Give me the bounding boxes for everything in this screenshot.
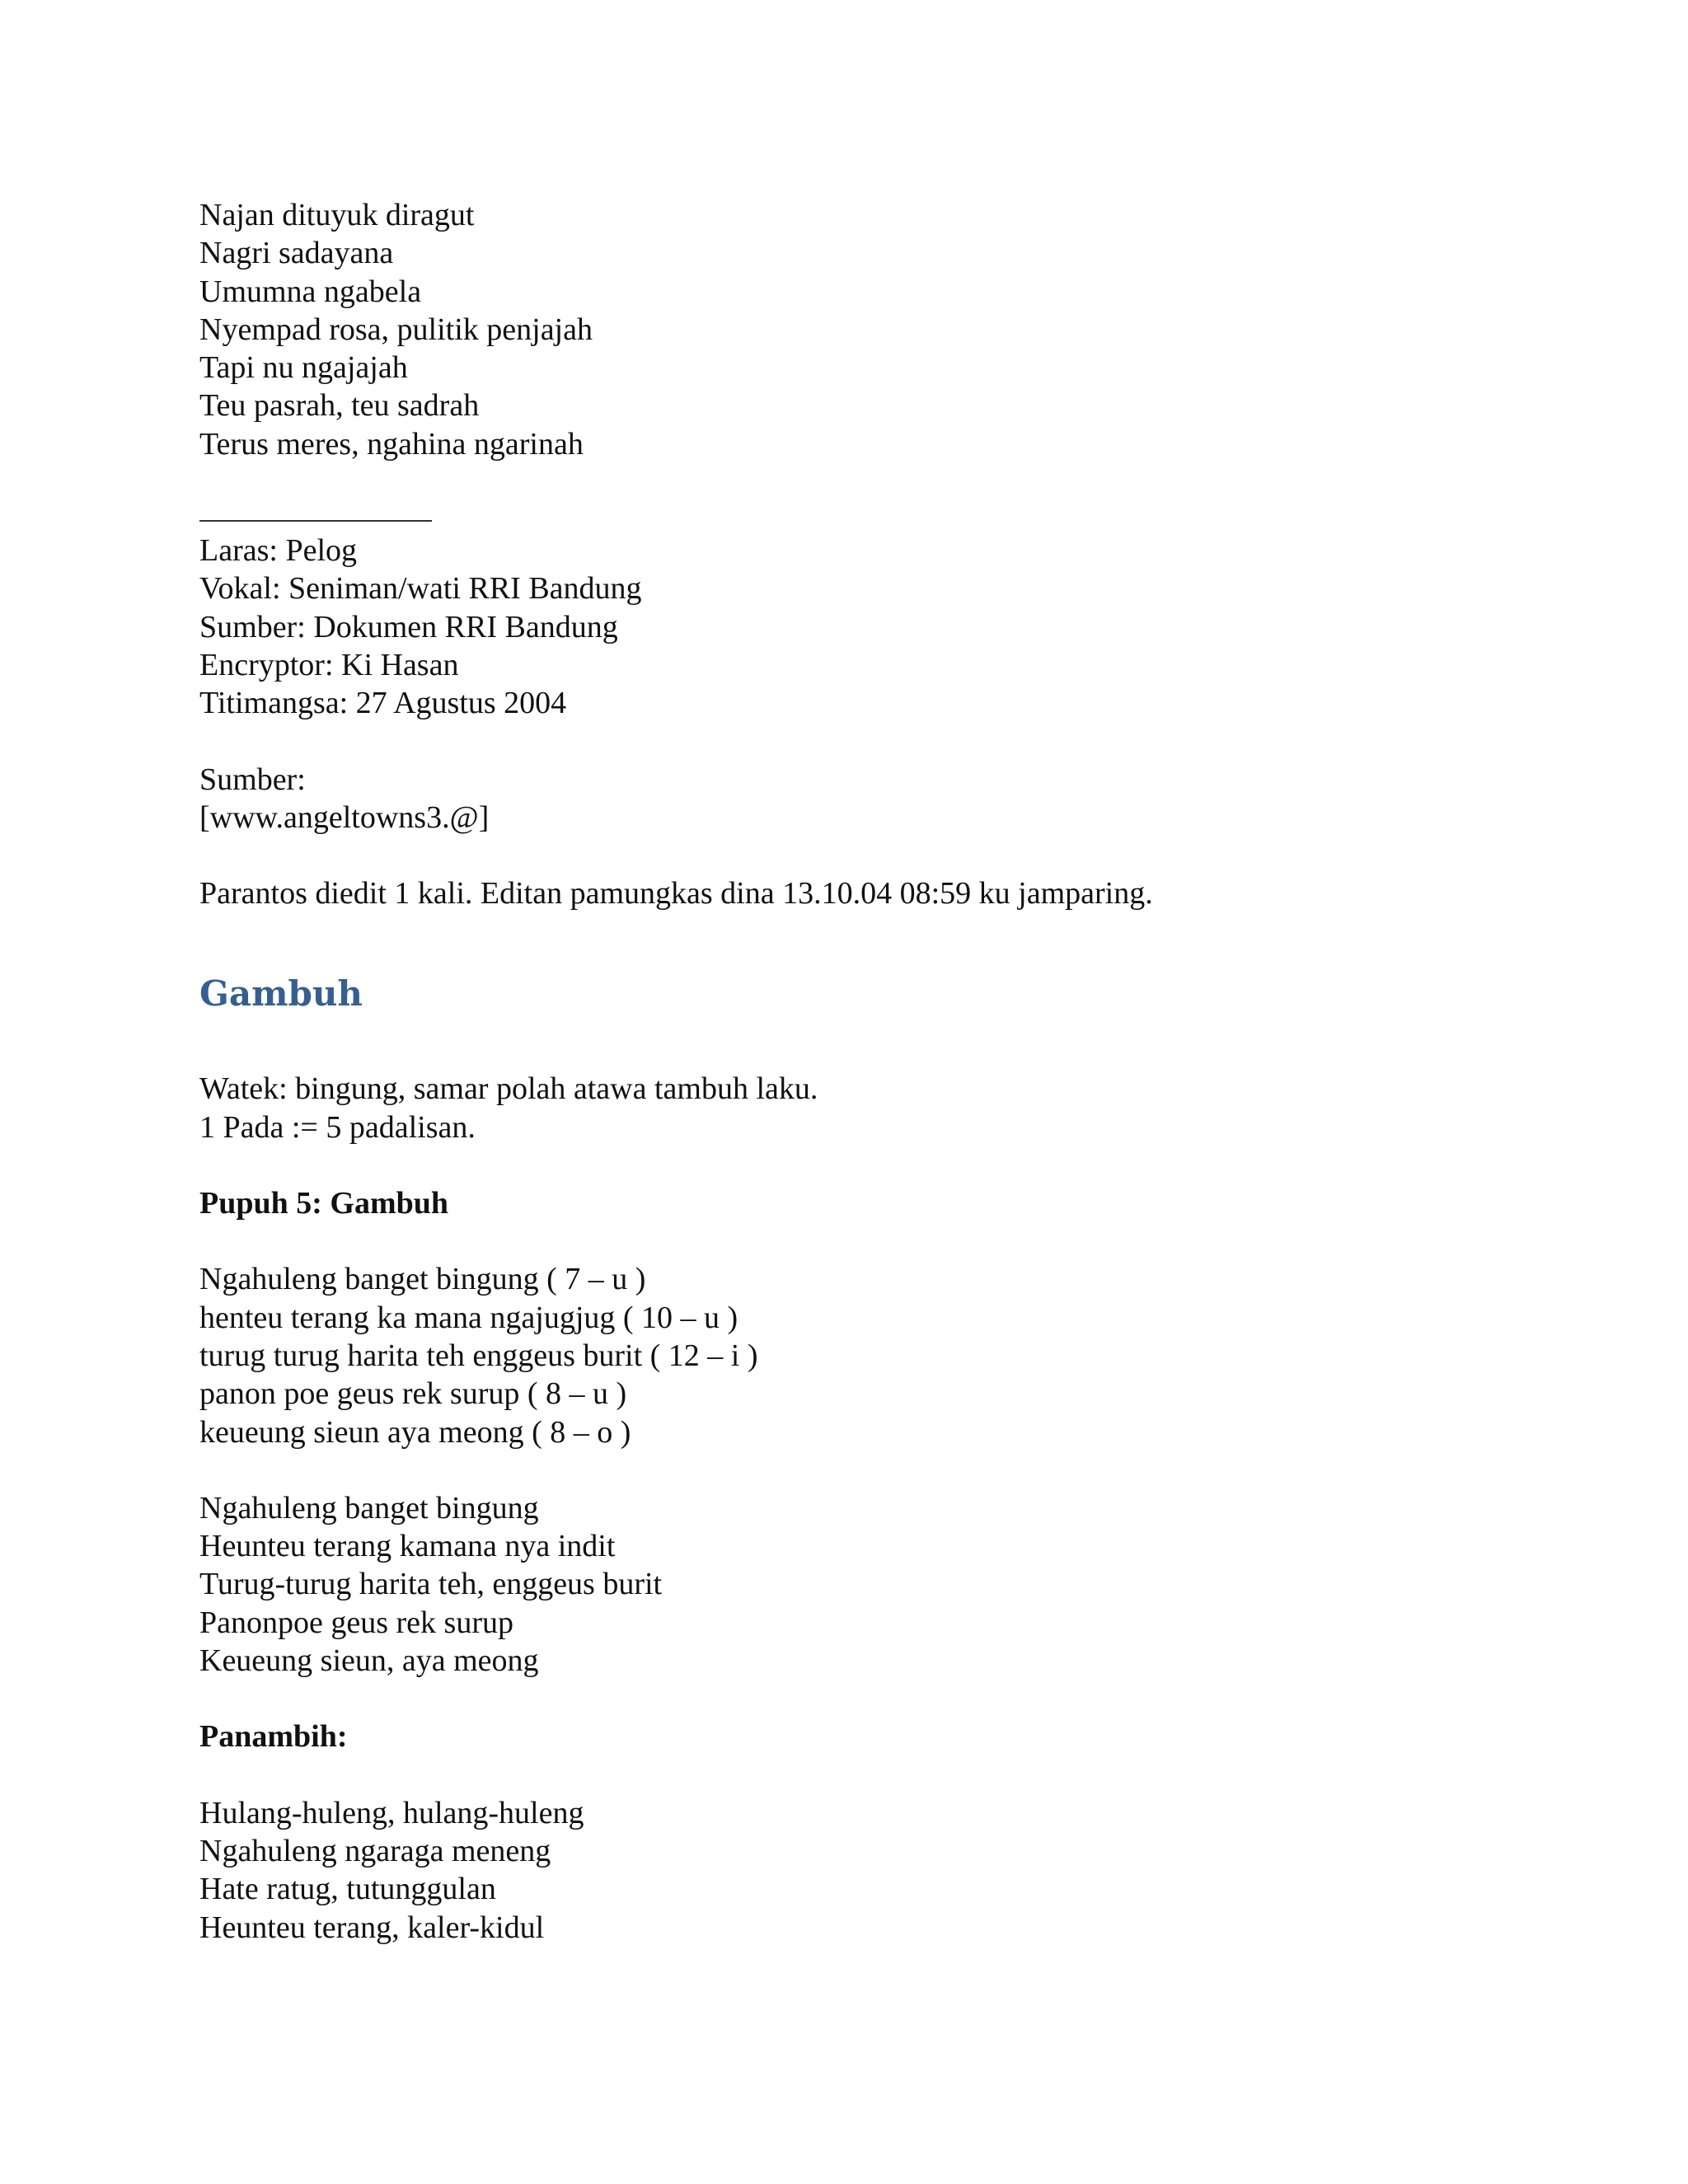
gambuh-verse — [199, 1489, 1518, 1680]
verse-line: Keueung sieun, aya meong — [199, 1643, 539, 1679]
pattern-line: henteu terang ka mana ngajugjug ( 10 – u ) — [199, 1300, 738, 1335]
panambih-verse — [199, 1794, 1518, 1947]
source-link[interactable]: [www.angeltowns3.@] — [199, 799, 490, 835]
verse-line: Teu pasrah, teu sadrah — [199, 388, 480, 424]
description-line: 1 Pada := 5 padalisan. — [199, 1109, 476, 1145]
pupuh-title: Pupuh 5: Gambuh — [199, 1186, 449, 1221]
panambih-line: Ngahuleng ngaraga meneng — [199, 1833, 551, 1868]
verse-line: Ngahuleng banget bingung — [199, 1490, 539, 1526]
edit-note-block — [199, 874, 1518, 912]
verse-line: Nagri sadayana — [199, 236, 394, 271]
verse-line: Najan dituyuk diragut — [199, 198, 475, 232]
pupuh-title-block — [199, 1184, 1518, 1222]
verse-line: Turug-turug harita teh, enggeus burit — [199, 1567, 663, 1602]
description-line: Watek: bingung, samar polah atawa tambuh laku. — [199, 1071, 818, 1107]
panambih-title-block — [199, 1718, 1518, 1755]
edit-note: Parantos diedit 1 kali. Editan pamungkas dina 13.10.04 08:59 ku jamparing. — [199, 876, 1153, 912]
verse-top — [199, 196, 1518, 463]
info-titimangsa: Titimangsa: 27 Agustus 2004 — [199, 686, 567, 721]
panambih-line: Hate ratug, tutunggulan — [199, 1872, 496, 1907]
song-info — [199, 532, 1518, 722]
info-encryptor: Encryptor: Ki Hasan — [199, 647, 459, 682]
pattern-line: turug turug harita teh enggeus burit ( 12 – i ) — [199, 1338, 758, 1373]
verse-line: Umumna ngabela — [199, 274, 422, 309]
separator-rule — [199, 520, 432, 522]
source-block — [199, 761, 1518, 837]
panambih-line: Heunteu terang, kaler-kidul — [199, 1910, 545, 1945]
source-label: Sumber: — [199, 762, 306, 797]
document-page — [199, 196, 1518, 1947]
section-heading-gambuh: Gambuh — [199, 973, 363, 1015]
pupuh-pattern — [199, 1260, 1518, 1451]
panambih-line: Hulang-huleng, hulang-huleng — [199, 1795, 584, 1830]
info-laras: Laras: Pelog — [199, 533, 358, 569]
verse-line: Nyempad rosa, pulitik penjajah — [199, 312, 593, 347]
gambuh-description — [199, 1070, 1518, 1146]
info-sumber: Sumber: Dokumen RRI Bandung — [199, 609, 618, 644]
panambih-title: Panambih: — [199, 1719, 348, 1755]
verse-line: Heunteu terang kamana nya indit — [199, 1529, 616, 1564]
pattern-line: keueung sieun aya meong ( 8 – o ) — [199, 1414, 631, 1450]
verse-line: Terus meres, ngahina ngarinah — [199, 426, 584, 462]
pattern-line: Ngahuleng banget bingung ( 7 – u ) — [199, 1262, 646, 1297]
verse-line: Panonpoe geus rek surup — [199, 1605, 513, 1640]
pattern-line: panon poe geus rek surup ( 8 – u ) — [199, 1376, 627, 1412]
verse-line: Tapi nu ngajajah — [199, 350, 408, 386]
info-vokal: Vokal: Seniman/wati RRI Bandung — [199, 571, 642, 607]
